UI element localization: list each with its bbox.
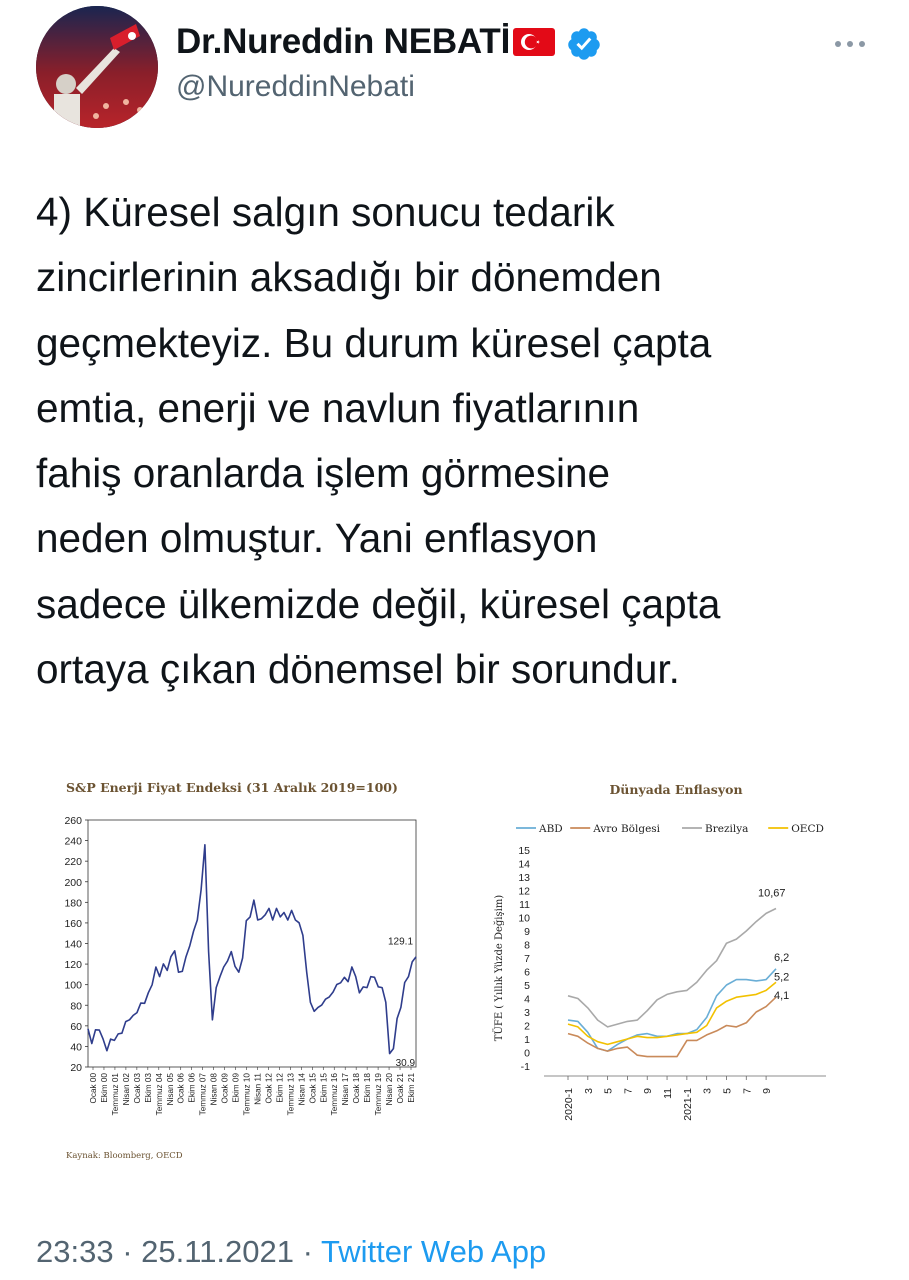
x-tick-label: Ocak 18 (352, 1073, 362, 1104)
x-tick-label: Nisan 14 (297, 1073, 307, 1106)
series-line-oecd (568, 982, 776, 1044)
world-inflation-chart (466, 760, 878, 1180)
x-tick-label: Ekim 12 (275, 1073, 285, 1103)
legend-label: Avro Bölgesi (593, 823, 661, 835)
x-tick-label: Ocak 15 (308, 1073, 318, 1104)
y-tick-label: 11 (519, 899, 530, 911)
y-tick-label: 220 (64, 856, 82, 869)
y-axis-label: TÜFE ( Yıllık Yüzde Değişim) (494, 894, 505, 1042)
tweet-header (0, 0, 909, 150)
turkey-flag-icon (513, 28, 555, 56)
tweet-date[interactable]: 25.11.2021 (141, 1234, 295, 1269)
y-tick-label: 4 (524, 993, 530, 1006)
avatar-image (36, 6, 158, 128)
y-tick-label: 200 (64, 876, 82, 889)
x-tick-label: Ocak 00 (89, 1073, 98, 1104)
x-tick-label: Ekim 15 (319, 1073, 329, 1103)
y-tick-label: 60 (70, 1020, 82, 1033)
x-tick-label: Ocak 06 (176, 1073, 186, 1104)
tweet-text (36, 180, 876, 702)
y-tick-label: 5 (524, 980, 530, 992)
y-tick-label: 140 (64, 938, 82, 951)
x-tick-label: Temmuz 13 (286, 1073, 296, 1116)
series-end-label: 10,67 (758, 887, 786, 900)
y-tick-label: 20 (70, 1062, 82, 1074)
series-end-label: 4,1 (774, 990, 790, 1003)
series-end-label: 5,2 (774, 971, 790, 984)
legend-label: OECD (791, 823, 824, 835)
more-options-icon[interactable] (830, 32, 870, 56)
x-tick-label: 3 (582, 1088, 595, 1094)
x-tick-label: 9 (642, 1088, 655, 1094)
x-tick-label: Nisan 17 (341, 1073, 351, 1106)
legend-label: ABD (539, 823, 563, 835)
y-tick-label: 13 (518, 872, 530, 884)
tweet-time[interactable]: 23:33 (36, 1234, 114, 1269)
x-tick-label: Ocak 09 (220, 1073, 230, 1104)
x-tick-label: Nisan 20 (385, 1073, 395, 1106)
y-tick-label: 1 (524, 1034, 530, 1046)
y-tick-label: -1 (520, 1061, 530, 1073)
y-tick-label: 15 (518, 845, 530, 857)
y-tick-label: 120 (64, 959, 82, 972)
y-tick-label: 40 (70, 1041, 82, 1054)
x-tick-label: Temmuz 19 (374, 1073, 384, 1116)
x-tick-label: 7 (741, 1088, 754, 1094)
x-tick-label: Temmuz 01 (110, 1073, 120, 1116)
annotation-max: 129.1 (388, 936, 414, 948)
x-tick-label: 3 (701, 1088, 714, 1094)
separator: · (122, 1234, 133, 1269)
x-tick-label: 11 (662, 1088, 675, 1099)
y-tick-label: 160 (64, 917, 82, 930)
y-tick-label: 12 (518, 885, 530, 898)
x-tick-label: 5 (602, 1088, 615, 1094)
y-tick-label: 100 (64, 979, 82, 992)
x-tick-label: Ekim 06 (187, 1073, 197, 1103)
x-tick-label: 9 (761, 1088, 774, 1094)
x-tick-label: Ocak 03 (132, 1073, 142, 1104)
separator: · (302, 1234, 313, 1269)
tweet-media-image[interactable] (36, 760, 878, 1180)
series-line (88, 845, 416, 1054)
user-handle[interactable]: @NureddinNebati (176, 70, 415, 103)
series-line-avro-bölgesi (568, 997, 776, 1056)
tweet-source-link[interactable]: Twitter Web App (321, 1234, 547, 1269)
legend-label: Brezilya (705, 823, 749, 835)
y-tick-label: 6 (524, 966, 530, 979)
x-tick-label: Ekim 21 (407, 1073, 416, 1103)
x-tick-label: Temmuz 16 (330, 1073, 340, 1116)
y-tick-label: 2 (524, 1020, 530, 1033)
display-name[interactable]: Dr.Nureddin NEBATİ (176, 22, 511, 61)
y-tick-label: 180 (64, 897, 82, 910)
tweet-text-line: sadece ülkemizde değil, küresel çapta (36, 580, 721, 627)
tweet-text-line: geçmekteyiz. Bu durum küresel çapta (36, 319, 712, 366)
tweet-text-line: ortaya çıkan dönemsel bir sorundur. (36, 646, 680, 693)
tweet-text-line: emtia, enerji ve navlun fiyatlarının (36, 384, 640, 431)
annotation-min: 30.9 (395, 1057, 416, 1069)
plot-frame (88, 820, 416, 1067)
x-tick-label: 7 (622, 1088, 635, 1094)
x-tick-label: 5 (721, 1088, 734, 1094)
chart-title: Dünyada Enflasyon (609, 782, 743, 797)
x-tick-label: Ekim 18 (363, 1073, 373, 1103)
x-tick-label: Ekim 09 (231, 1073, 241, 1103)
x-tick-label: Nisan 11 (253, 1073, 263, 1105)
x-tick-label: Temmuz 04 (154, 1073, 164, 1116)
x-tick-label: 2021-1 (681, 1088, 694, 1121)
y-tick-label: 240 (64, 835, 82, 848)
series-line-abd (568, 969, 776, 1051)
x-tick-label: Nisan 02 (121, 1073, 131, 1106)
tweet-footer (36, 1234, 546, 1270)
y-tick-label: 14 (518, 858, 530, 871)
y-tick-label: 7 (524, 953, 530, 965)
y-tick-label: 260 (64, 815, 82, 827)
x-tick-label: Ocak 21 (396, 1073, 406, 1104)
series-line-brezilya (568, 909, 776, 1027)
chart-title: S&P Enerji Fiyat Endeksi (31 Aralık 2019=100) (66, 780, 398, 795)
avatar[interactable] (36, 6, 158, 128)
x-tick-label: Nisan 08 (209, 1073, 219, 1106)
tweet-text-line: neden olmuştur. Yani enflasyon (36, 515, 598, 562)
x-tick-label: Nisan 05 (165, 1073, 175, 1106)
y-tick-label: 80 (70, 1000, 82, 1013)
tweet-text-line: fahiş oranlarda işlem görmesine (36, 450, 611, 497)
tweet-text-line: zincirlerinin aksadığı bir dönemden (36, 254, 662, 301)
series-end-label: 6,2 (774, 951, 790, 964)
tweet-text-line: 4) Küresel salgın sonucu tedarik (36, 189, 615, 235)
x-tick-label: Temmuz 10 (242, 1073, 252, 1116)
y-tick-label: 3 (524, 1007, 530, 1019)
x-tick-label: Temmuz 07 (198, 1073, 208, 1116)
x-tick-label: Ekim 00 (99, 1073, 109, 1103)
y-tick-label: 10 (518, 912, 530, 925)
source-note: Kaynak: Bloomberg, OECD (66, 1151, 183, 1161)
x-tick-label: 2020-1 (563, 1088, 575, 1121)
y-tick-label: 8 (524, 939, 530, 952)
y-tick-label: 9 (524, 926, 530, 938)
verified-badge-icon (566, 26, 602, 62)
energy-price-index-chart (36, 760, 456, 1180)
x-tick-label: Ocak 12 (264, 1073, 274, 1104)
y-tick-label: 0 (524, 1047, 530, 1060)
x-tick-label: Ekim 03 (143, 1073, 153, 1103)
